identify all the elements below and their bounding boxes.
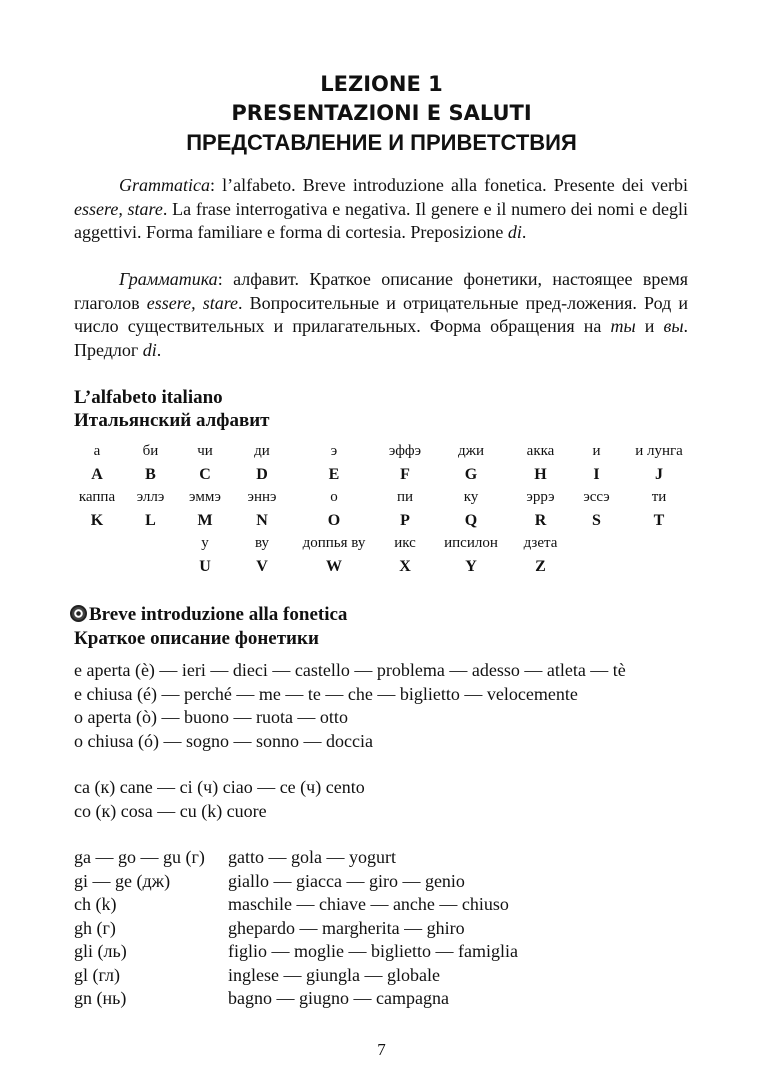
intro-ru-text-2: . Вопросительные и отрицательные пред-ложения. Род и число существительных и прилагательных. Форма обращения на — [74, 292, 688, 336]
title-line-1: LEZIONE 1 — [320, 72, 443, 96]
letter-name: а — [93, 443, 101, 459]
c-sound-line: ca (к) cane — ci (ч) ciao — ce (ч) cento — [74, 777, 365, 797]
examples: bagno — giugno — campagna — [228, 988, 449, 1008]
letter: A — [91, 465, 103, 483]
letter-name — [621, 532, 697, 555]
alphabet-heading-ru: Итальянский алфавит — [74, 410, 270, 431]
vowel-line: e chiusa (é) — perché — me — te — che — biglietto — velocemente — [74, 683, 578, 704]
letter: K — [90, 511, 104, 529]
intro-it-prep: di — [507, 222, 522, 242]
g-sound-row — [74, 940, 518, 964]
vowel-line: o aperta (ò) — buono — ruota — otto — [74, 707, 348, 727]
letter — [572, 555, 621, 578]
vowel-line: e aperta (è) — ieri — dieci — castello — problema — adesso — atleta — tè — [74, 660, 626, 680]
c-sounds-list — [74, 776, 365, 823]
examples: inglese — giungla — globale — [228, 964, 440, 985]
letter-name: э — [330, 443, 338, 459]
letter: J — [655, 465, 663, 483]
grammar-label-ru: Грамматика — [119, 269, 218, 289]
grammar-intro-italian — [74, 174, 688, 245]
g-sound-row — [74, 893, 518, 917]
intro-ru-vy: вы — [663, 316, 684, 336]
letter: H — [534, 465, 547, 483]
g-sound-row — [74, 917, 518, 941]
intro-ru-text-1: : алфавит. Краткое описание фонетики, настоящее время глаголов — [74, 269, 688, 313]
letter-name: и лунга — [635, 443, 683, 459]
lesson-title — [0, 70, 763, 157]
letter: M — [197, 511, 213, 529]
letter: Z — [535, 557, 546, 575]
intro-ru-di: di — [142, 339, 157, 360]
letter: B — [145, 465, 156, 483]
letter — [124, 555, 177, 578]
alphabet-heading-it: L’alfabeto italiano — [74, 387, 223, 408]
letter-name: икс — [394, 535, 416, 551]
c-sound-line: co (к) cosa — cu (k) cuore — [74, 800, 267, 821]
letter: N — [256, 511, 268, 529]
sound: ch (k) — [74, 894, 117, 914]
letter-name: доппья ву — [302, 535, 366, 551]
letter: E — [328, 465, 340, 483]
letter-name: джи — [457, 443, 485, 459]
letter-name: каппа — [78, 489, 116, 505]
grammar-intro-russian — [74, 268, 688, 362]
page-number: 7 — [377, 1040, 386, 1059]
letter-name: ву — [254, 535, 270, 551]
intro-ru-text-5: . — [156, 339, 162, 360]
letter: R — [534, 511, 547, 529]
audio-disc-icon[interactable] — [70, 605, 87, 622]
letter-name: би — [142, 443, 159, 459]
intro-it-text-2: . La frase interrogativa e negativa. Il genere e il numero dei nomi e degli aggettivi. Forma familiare e forma di cortesia. Preposizione — [74, 198, 688, 242]
letter-name: эррэ — [526, 489, 555, 505]
examples: maschile — chiave — anche — chiuso — [228, 894, 509, 914]
letter: W — [326, 557, 342, 575]
letter: I — [593, 465, 600, 483]
intro-ru-text-3: и — [635, 316, 664, 336]
g-sound-row — [74, 870, 518, 894]
examples: ghepardo — margherita — ghiro — [228, 917, 465, 938]
alphabet-row-3-letters — [70, 555, 697, 578]
intro-ru-ty: ты — [610, 316, 636, 336]
letter: U — [199, 557, 211, 575]
title-line-2: PRESENTAZIONI E SALUTI — [231, 101, 532, 125]
letter: P — [400, 511, 410, 529]
sound: gli (ль) — [74, 941, 127, 961]
intro-it-verbs: essere, stare — [74, 198, 163, 219]
intro-it-text-3: . — [521, 222, 527, 242]
letter-name: ти — [651, 489, 667, 505]
letter-name: эннэ — [247, 489, 277, 505]
letter-name: эффэ — [388, 443, 422, 459]
letter: Q — [464, 511, 478, 529]
letter: G — [464, 465, 478, 483]
letter-name: чи — [197, 443, 213, 459]
alphabet-row-1-letters — [70, 463, 697, 486]
letter-name — [70, 532, 124, 555]
letter-name: пи — [396, 489, 414, 505]
examples: gatto — gola — yogurt — [228, 847, 396, 867]
letter: T — [653, 511, 665, 529]
sound: gh (г) — [74, 917, 116, 938]
letter: Y — [465, 557, 477, 575]
letter: C — [199, 465, 211, 483]
sound: ga — go — gu (г) — [74, 847, 205, 867]
phonetics-heading-it — [70, 603, 347, 626]
alphabet-row-1-names — [70, 440, 697, 463]
g-sounds-list — [74, 846, 518, 1011]
intro-it-text-1: : l’alfabeto. Breve introduzione alla fonetica. Presente dei verbi — [210, 175, 688, 195]
sound: gi — ge (дж) — [74, 870, 171, 891]
letter-name: дзета — [523, 535, 558, 551]
g-sound-row — [74, 987, 518, 1011]
letter-name: эммэ — [189, 489, 221, 505]
letter: O — [327, 511, 341, 529]
letter-name: эссэ — [583, 489, 610, 505]
letter-name: у — [201, 535, 209, 551]
sound: gl (гл) — [74, 964, 120, 985]
letter-name — [124, 532, 177, 555]
letter-name: акка — [526, 443, 555, 459]
phonetics-heading-ru: Краткое описание фонетики — [74, 628, 319, 649]
examples: figlio — moglie — biglietto — famiglia — [228, 941, 518, 961]
letter-name: ипсилон — [444, 535, 498, 551]
alphabet-table — [70, 440, 697, 578]
letter: X — [399, 557, 411, 575]
letter: L — [145, 511, 156, 529]
letter — [70, 555, 124, 578]
title-line-3: ПРЕДСТАВЛЕНИЕ И ПРИВЕТСТВИЯ — [186, 130, 577, 155]
g-sound-row — [74, 846, 518, 870]
vowels-list — [74, 659, 626, 753]
phonetics-heading-it-text: Breve introduzione alla fonetica — [89, 604, 348, 625]
letter: D — [256, 465, 268, 483]
examples: giallo — giacca — giro — genio — [228, 870, 465, 891]
letter-name: и — [592, 443, 601, 459]
letter-name: эллэ — [136, 489, 165, 505]
letter: S — [592, 511, 601, 529]
intro-ru-text-4: . Предлог — [74, 316, 689, 360]
sound: gn (нь) — [74, 988, 127, 1008]
letter: V — [256, 557, 268, 575]
letter-name: ди — [254, 443, 270, 459]
alphabet-row-3-names — [70, 532, 697, 555]
vowel-line: o chiusa (ó) — sogno — sonno — doccia — [74, 730, 373, 751]
intro-ru-verbs: essere, stare — [146, 292, 239, 313]
grammar-label-it: Grammatica — [119, 175, 210, 195]
letter-name: о — [330, 489, 338, 505]
letter-name — [572, 532, 621, 555]
g-sound-row — [74, 964, 518, 988]
alphabet-row-2-letters — [70, 509, 697, 532]
letter — [621, 555, 697, 578]
alphabet-row-2-names — [70, 486, 697, 509]
letter: F — [400, 465, 410, 483]
letter-name: ку — [463, 489, 479, 505]
